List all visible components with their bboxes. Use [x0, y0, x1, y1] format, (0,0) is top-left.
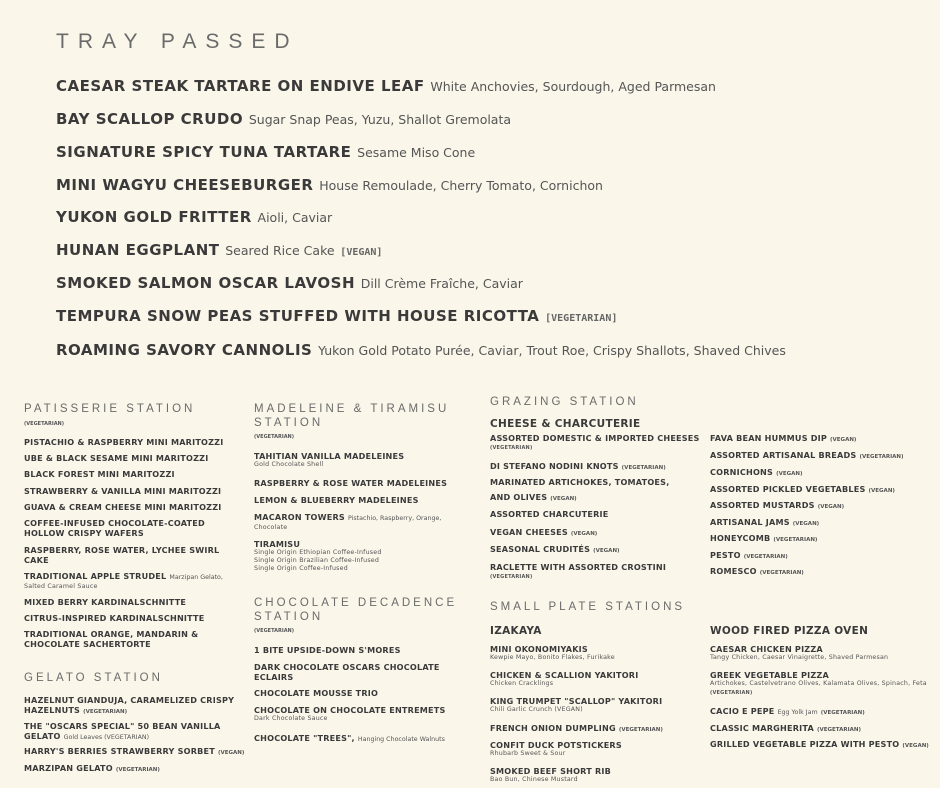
list-item: CITRUS-INSPIRED KARDINALSCHNITTE — [24, 613, 205, 623]
list-item: MARINATED ARTICHOKES, TOMATOES, AND OLIVES (VEGAN) — [490, 477, 670, 502]
list-item: GREEK VEGETABLE PIZZA Artichokes, Castelvetrano Olives, Kalamata Olives, Spinach, Feta (VEGETARIAN) — [710, 670, 927, 696]
gelato-title: GELATO STATION — [24, 672, 163, 684]
list-item: COFFEE-INFUSED CHOCOLATE-COATED HOLLOW CRISPY WAFERS — [24, 518, 205, 538]
grazing-title: GRAZING STATION — [490, 396, 639, 408]
list-item: CAESAR CHICKEN PIZZA Tangy Chicken, Caesar Vinaigrette, Shaved Parmesan — [710, 644, 889, 661]
list-item: MIXED BERRY KARDINALSCHNITTE — [24, 597, 187, 607]
list-item: CHOCOLATE "TREES", Hanging Chocolate Walnuts — [254, 733, 445, 743]
small-plate-title: SMALL PLATE STATIONS — [490, 601, 686, 613]
patisserie-tag: (VEGETARIAN) — [24, 421, 65, 427]
list-item: GUAVA & CREAM CHEESE MINI MARITOZZI — [24, 502, 222, 512]
list-item: CONFIT DUCK POTSTICKERS Rhubarb Sweet & Sour — [490, 740, 622, 757]
list-item: THE "OSCARS SPECIAL" 50 BEAN VANILLA GELATO Gold Leaves (VEGETARIAN) — [24, 721, 221, 741]
chocolate-title: CHOCOLATE DECADENCE STATION — [254, 597, 458, 623]
tray-item: MINI WAGYU CHEESEBURGER House Remoulade, Cherry Tomato, Cornichon — [56, 176, 603, 194]
list-item: GRILLED VEGETABLE PIZZA WITH PESTO (VEGAN) — [710, 739, 929, 749]
list-item: PESTO (VEGETARIAN) — [710, 550, 788, 560]
list-item: VEGAN CHEESES (VEGAN) — [490, 527, 598, 537]
list-item: RASPBERRY & ROSE WATER MADELEINES — [254, 478, 448, 488]
list-item: CHOCOLATE MOUSSE TRIO — [254, 688, 379, 698]
tray-item: ROAMING SAVORY CANNOLIS Yukon Gold Potato Purée, Caviar, Trout Roe, Crispy Shallots, Shaved Chives — [56, 341, 786, 359]
list-item: ASSORTED ARTISANAL BREADS (VEGETARIAN) — [710, 450, 904, 460]
list-item: ASSORTED MUSTARDS (VEGAN) — [710, 500, 845, 510]
list-item: MACARON TOWERS Pistachio, Raspberry, Orange, Chocolate — [254, 512, 442, 531]
tray-item: HUNAN EGGPLANT Seared Rice Cake [VEGAN] — [56, 241, 383, 259]
list-item: RASPBERRY, ROSE WATER, LYCHEE SWIRL CAKE — [24, 545, 220, 565]
list-item: FRENCH ONION DUMPLING (VEGETARIAN) — [490, 723, 663, 733]
list-item: 1 BITE UPSIDE-DOWN S'MORES — [254, 645, 401, 655]
list-item: SMOKED BEEF SHORT RIB Bao Bun, Chinese Mustard — [490, 766, 611, 783]
cheese-charcuterie-heading: CHEESE & CHARCUTERIE — [490, 418, 641, 430]
tray-item: YUKON GOLD FRITTER Aioli, Caviar — [56, 208, 333, 226]
list-item: CHICKEN & SCALLION YAKITORI Chicken Cracklings — [490, 670, 639, 687]
list-item: SEASONAL CRUDITÉS (VEGAN) — [490, 544, 620, 554]
list-item: CHOCOLATE ON CHOCOLATE ENTREMETS Dark Chocolate Sauce — [254, 705, 446, 722]
izakaya-heading: IZAKAYA — [490, 625, 542, 637]
tray-item: SMOKED SALMON OSCAR LAVOSH Dill Crème Fraîche, Caviar — [56, 274, 523, 292]
list-item: BLACK FOREST MINI MARITOZZI — [24, 469, 175, 479]
list-item: TIRAMISU Single Origin Ethiopian Coffee-Infused Single Origin Brazilian Coffee-Infused Single Origin Coffee-Infused — [254, 539, 382, 572]
pizza-heading: WOOD FIRED PIZZA OVEN — [710, 625, 869, 637]
list-item: HONEYCOMB (VEGETARIAN) — [710, 533, 818, 543]
list-item: RACLETTE WITH ASSORTED CROSTINI (VEGETARIAN) — [490, 562, 667, 580]
list-item: MINI OKONOMIYAKIS Kewpie Mayo, Bonito Flakes, Furikake — [490, 644, 615, 661]
chocolate-tag: (VEGETARIAN) — [254, 628, 295, 634]
list-item: TAHITIAN VANILLA MADELEINES Gold Chocolate Shell — [254, 451, 405, 468]
list-item: PISTACHIO & RASPBERRY MINI MARITOZZI — [24, 437, 224, 447]
tray-item: CAESAR STEAK TARTARE ON ENDIVE LEAF White Anchovies, Sourdough, Aged Parmesan — [56, 77, 716, 95]
list-item: MARZIPAN GELATO (VEGETARIAN) — [24, 763, 160, 773]
tray-item: BAY SCALLOP CRUDO Sugar Snap Peas, Yuzu, Shallot Gremolata — [56, 110, 512, 128]
tray-item: TEMPURA SNOW PEAS STUFFED WITH HOUSE RICOTTA [VEGETARIAN] — [56, 307, 618, 325]
list-item: ARTISANAL JAMS (VEGAN) — [710, 517, 820, 527]
list-item: HARRY'S BERRIES STRAWBERRY SORBET (VEGAN) — [24, 746, 245, 756]
list-item: TRADITIONAL ORANGE, MANDARIN & CHOCOLATE SACHERTORTE — [24, 629, 199, 649]
list-item: UBE & BLACK SESAME MINI MARITOZZI — [24, 453, 209, 463]
list-item: CORNICHONS (VEGAN) — [710, 467, 803, 477]
list-item: ASSORTED PICKLED VEGETABLES (VEGAN) — [710, 484, 895, 494]
list-item: ROMESCO (VEGETARIAN) — [710, 566, 804, 576]
list-item: ASSORTED DOMESTIC & IMPORTED CHEESES (VEGETARIAN) — [490, 433, 700, 451]
list-item: FAVA BEAN HUMMUS DIP (VEGAN) — [710, 433, 857, 443]
tray-passed-title: TRAY PASSED — [56, 30, 299, 53]
list-item: HAZELNUT GIANDUJA, CARAMELIZED CRISPY HAZELNUTS (VEGETARIAN) — [24, 695, 235, 715]
list-item: TRADITIONAL APPLE STRUDEL Marzipan Gelato, Salted Caramel Sauce — [24, 571, 223, 590]
list-item: STRAWBERRY & VANILLA MINI MARITOZZI — [24, 486, 222, 496]
list-item: CACIO E PEPE Egg Yolk Jam (VEGETARIAN) — [710, 706, 865, 716]
list-item: DI STEFANO NODINI KNOTS (VEGETARIAN) — [490, 461, 666, 471]
list-item: KING TRUMPET "SCALLOP" YAKITORI Chili Garlic Crunch (VEGAN) — [490, 696, 663, 713]
madeleine-title: MADELEINE & TIRAMISU STATION — [254, 403, 450, 429]
list-item: ASSORTED CHARCUTERIE — [490, 509, 609, 519]
patisserie-title: PATISSERIE STATION — [24, 403, 196, 415]
list-item: DARK CHOCOLATE OSCARS CHOCOLATE ECLAIRS — [254, 662, 440, 682]
list-item: CLASSIC MARGHERITA (VEGETARIAN) — [710, 723, 861, 733]
list-item: LEMON & BLUEBERRY MADELEINES — [254, 495, 419, 505]
madeleine-tag: (VEGETARIAN) — [254, 434, 295, 440]
tray-item: SIGNATURE SPICY TUNA TARTARE Sesame Miso Cone — [56, 143, 476, 161]
